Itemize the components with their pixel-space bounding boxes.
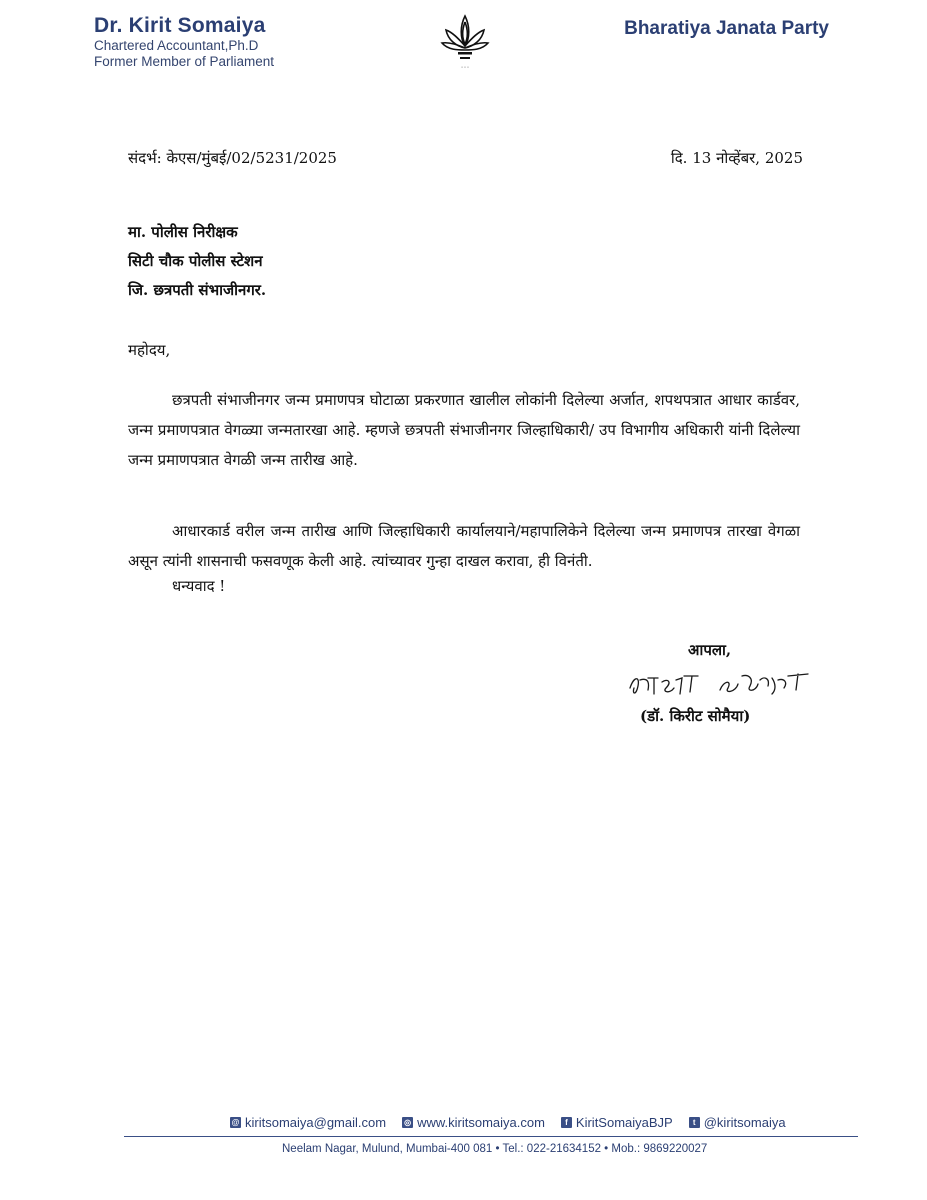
letterhead-sender — [94, 14, 274, 70]
email-icon: @ — [231, 1118, 240, 1127]
footer-twitter[interactable]: t @kiritsomaiya — [689, 1115, 786, 1130]
lotus-icon — [440, 10, 490, 72]
sender-name: Dr. Kirit Somaiya — [94, 14, 266, 37]
closing: आपला, — [688, 641, 732, 659]
address-line: मा. पोलीस निरीक्षक — [128, 223, 238, 241]
party-name: Bharatiya Janata Party — [624, 18, 829, 39]
globe-icon: ◎ — [402, 1117, 413, 1128]
sender-qualification: Chartered Accountant,Ph.D — [94, 38, 259, 53]
recipient-address — [128, 218, 266, 305]
footer-website[interactable]: ◎ www.kiritsomaiya.com — [404, 1115, 545, 1130]
facebook-icon: f — [561, 1117, 572, 1128]
footer-contacts — [230, 1115, 786, 1130]
twitter-icon: t — [689, 1117, 700, 1128]
letter-date: दि. 13 नोव्हेंबर, 2025 — [670, 149, 803, 167]
reference-number: संदर्भ: केएस/मुंबई/02/5231/2025 — [128, 149, 337, 167]
sender-title: Former Member of Parliament — [94, 54, 275, 69]
footer-divider — [124, 1136, 858, 1137]
footer-facebook[interactable]: f KiritSomaiyaBJP — [561, 1115, 673, 1130]
footer-address: Neelam Nagar, Mulund, Mumbai-400 081 • Tel.: 022-21634152 • Mob.: 9869220027 — [282, 1143, 708, 1155]
address-line: जि. छत्रपती संभाजीनगर. — [128, 281, 267, 299]
address-line: सिटी चौक पोलीस स्टेशन — [128, 252, 263, 270]
signature — [624, 666, 820, 706]
body-paragraph-2: आधारकार्ड वरील जन्म तारीख आणि जिल्हाधिकारी कार्यालयाने/महापालिकेने दिलेल्या जन्म प्रमाणपत्र तारखा वेगळा असून त्यांनी शासनाची फसवणूक केली आहे. त्यांच्यावर गुन्हा दाखल करावा, ही विनंती. — [128, 522, 800, 570]
svg-text:◦◦◦: ◦◦◦ — [460, 65, 470, 71]
footer-email[interactable]: @ kiritsomaiya@gmail.com — [231, 1115, 387, 1130]
body-paragraph-1: छत्रपती संभाजीनगर जन्म प्रमाणपत्र घोटाळा प्रकरणात खालील लोकांनी दिलेल्या अर्जात, शपथपत्रात आधार कार्डवर, जन्म प्रमाणपत्रात वेगळ्या जन्मतारखा आहे. म्हणजे छत्रपती संभाजीनगर जिल्हाधिकारी/ उप विभागीय अधिकारी यांनी दिलेल्या जन्म प्रमाणपत्रात वेगळी जन्म तारीख आहे. — [128, 391, 800, 469]
salutation: महोदय, — [128, 341, 171, 359]
signer-name: (डॉ. किरीट सोमैया) — [640, 707, 751, 725]
thanks-line: धन्यवाद ! — [172, 577, 226, 595]
